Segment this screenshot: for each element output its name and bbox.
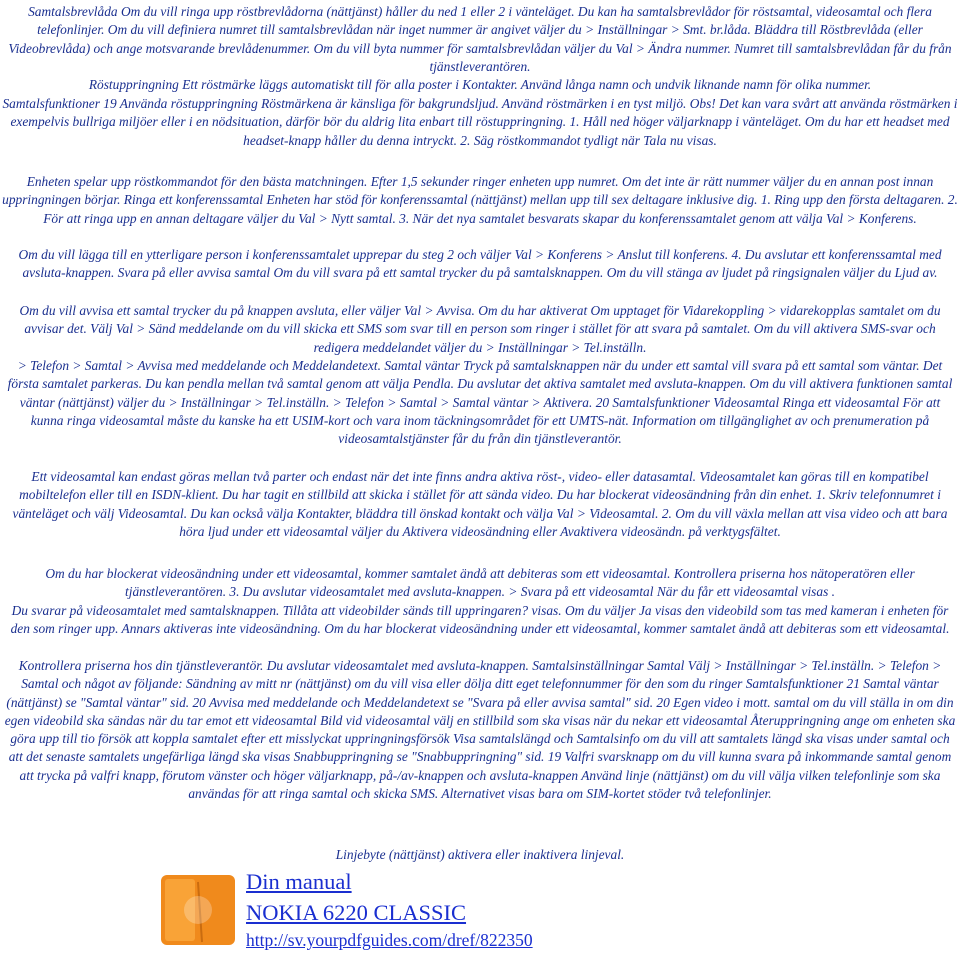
paragraph-samtalsbrevlada: Samtalsbrevlåda Om du vill ringa upp röstbrevlådorna (nättjänst) håller du ned 1 eller 2 i vänteläget. Du kan ha samtalsbrevlådor för röstsamtal, videosamtal och flera telefonlinjer. Om du vill definiera numret till samtalsbrevlådan när inget nummer är angivet väljer du > Inställningar > Smt. br.låda. Bläddra till Röstbrevlåda (eller Videobrevlåda) och ange motsvarande brevlådenummer. Om du vill byta nummer för samtalsbrevlådan väljer du Val > Ändra nummer. Numret till samtalsbrevlådan får du från tjänstleverantören.	[8, 4, 952, 74]
paragraph-avvisa-samtal: Om du vill avvisa ett samtal trycker du på knappen avsluta, eller väljer Val > Avvisa. Om du har aktiverat Om upptaget för Vidarekoppling > vidarekopplas samtalet om du avvisar det. Välj Val > Sänd meddelande om du vill skicka ett SMS som svar till en person som ringer i stället för att svara på samtalet. Om du vill aktivera SMS-svar och redigera meddelandet väljer du > Inställningar > Tel.inställn.	[19, 303, 941, 355]
paragraph-samtal-vantar: > Telefon > Samtal > Avvisa med meddelande och Meddelandetext. Samtal väntar Tryck på samtalsknappen när du under ett samtal vill svara på ett samtal som väntar. Det första samtalet parkeras. Du kan pendla mellan två samtal genom att välja Pendla. Du avslutar det aktiva samtalet med avsluta-knappen. Om du vill aktivera funktionen samtal väntar (nättjänst) väljer du > Inställningar > Tel.inställn. > Telefon > Samtal > Samtal väntar > Aktivera. 20 Samtalsfunktioner Videosamtal Ringa ett videosamtal För att kunna ringa videosamtal måste du kanske ha ett USIM-kort och vara inom täckningsområdet för ett UMTS-nät. Information om tillgänglighet av och prenumeration på videosamtalstjänster får du från din tjänstleverantör.	[7, 358, 953, 447]
product-link[interactable]: NOKIA 6220 CLASSIC	[246, 900, 467, 925]
paragraph-konferenssamtal: Enheten spelar upp röstkommandot för den bästa matchningen. Efter 1,5 sekunder ringer enheten upp numret. Om det inte är rätt nummer väljer du en annan post innan uppringningen börjar. Ringa ett konferenssamtal Enheten har stöd för konferenssamtal (nättjänst) mellan upp till sex deltagare inklusive dig. 1. Ring upp den första deltagaren. 2. För att ringa upp en annan deltagare väljer du Val > Nytt samtal. 3. När det nya samtalet besvarats skapar du konferenssamtalet genom att välja Val > Konferens.	[2, 174, 958, 226]
paragraph-svara-videosamtal: Du svarar på videosamtalet med samtalsknappen. Tillåta att videobilder sänds till uppringaren? visas. Om du väljer Ja visas den videobild som tas med kameran i enheten för den som ringer upp. Annars aktiveras inte videosändning. Om du har blockerat videosändning under ett videosamtal, kommer samtalet ändå att debiteras som ett videosamtal.	[10, 603, 950, 637]
paragraph-rostuppringning: Röstuppringning Ett röstmärke läggs automatiskt till för alla poster i Kontakter. Använd långa namn och undvik liknande namn för olika nummer.	[88, 77, 872, 92]
paragraph-blockerat-video: Om du har blockerat videosändning under ett videosamtal, kommer samtalet ändå att debiteras som ett videosamtal. Kontrollera priserna hos nätoperatören eller tjänstleverantören. 3. Du avslutar videosamtalet med avsluta-knappen. > Svara på ett videosamtal När du får ett videosamtal visas .	[45, 566, 915, 600]
paragraph-videosamtal: Ett videosamtal kan endast göras mellan två parter och endast när det inte finns andra aktiva röst-, video- eller datasamtal. Videosamtalet kan göras till en kompatibel mobiltelefon eller till en ISDN-klient. Du har tagit en stillbild att skicka i stället för att sända video. Du har blockerat videosändning från din enhet. 1. Skriv telefonnumret i vänteläget och välj Videosamtal. Du kan också välja Kontakter, bläddra till önskad kontakt och välja Val > Videosamtal. 2. Om du vill växla mellan att visa video och att bara höra ljud under ett videosamtal väljer du Aktivera videosändning eller Avaktivera videosändn. på verktygsfältet.	[12, 469, 948, 539]
paragraph-anvanda-rostuppringning: Samtalsfunktioner 19 Använda röstuppringning Röstmärkena är känsliga för bakgrundsljud. Använd röstmärken i en tyst miljö. Obs! Det kan vara svårt att använda röstmärken i exempelvis bullriga miljöer eller i en nödsituation, därför bör du aldrig lita enbart till röstuppringning. 1. Håll ned höger väljarknapp i vänteläget. Om du har ett headset med headset-knapp håller du denna intryckt. 2. Säg röstkommandot tydligt när Tala nu visas.	[2, 96, 958, 148]
manual-links	[246, 866, 533, 952]
caption-linjebyte: Linjebyte (nättjänst) aktivera eller inaktivera linjeval.	[335, 847, 625, 862]
paragraph-svara-avvisa: Om du vill lägga till en ytterligare person i konferenssamtalet upprepar du steg 2 och väljer Val > Konferens > Anslut till konferens. 4. Du avslutar ett konferenssamtal med avsluta-knappen. Svara på eller avvisa samtal Om du vill svara på ett samtal trycker du på samtalsknappen. Om du vill stänga av ljudet på ringsignalen väljer du Ljud av.	[18, 247, 942, 281]
paragraph-samtalsinstallningar: Kontrollera priserna hos din tjänstleverantör. Du avslutar videosamtalet med avsluta-knappen. Samtalsinställningar Samtal Välj > Inställningar > Tel.inställn. > Telefon > Samtal och något av följande: Sändning av mitt nr (nättjänst) om du vill visa eller dölja ditt eget telefonnummer för den som du ringer Samtalsfunktioner 21 Samtal väntar (nättjänst) se "Samtal väntar" sid. 20 Avvisa med meddelande och Meddelandetext se "Svara på eller avvisa samtal" sid. 20 Egen video i mott. samtal om du vill ställa in om din egen videobild ska sändas när du tar emot ett videosamtal Bild vid videosamtal välj en stillbild som ska visas när du nekar ett videosamtal Återuppringning ange om enheten ska göra upp till tio försök att koppla samtalet efter ett misslyckat uppringningsförsök Visa samtalslängd och Samtalsinfo om du vill att samtalets längd ska visas under samtal och att det senaste samtalets ungefärliga längd ska visas Snabbuppringning se "Snabbuppringning" sid. 19 Valfri svarsknapp om du vill kunna svara på inkommande samtal genom att trycka på valfri knapp, förutom vänster och höger väljarknapp, på-/av-knappen och avsluta-knappen Använd linje (nättjänst) om du vill välja vilken telefonlinje som ska användas för att ringa samtal och skicka SMS. Alternativet visas bara om SIM-kortet stöder två telefonlinjer.	[4, 658, 956, 802]
manual-link[interactable]: Din manual	[246, 869, 352, 894]
manual-logo-icon	[158, 872, 238, 948]
url-link[interactable]: http://sv.yourpdfguides.com/dref/822350	[246, 930, 533, 950]
